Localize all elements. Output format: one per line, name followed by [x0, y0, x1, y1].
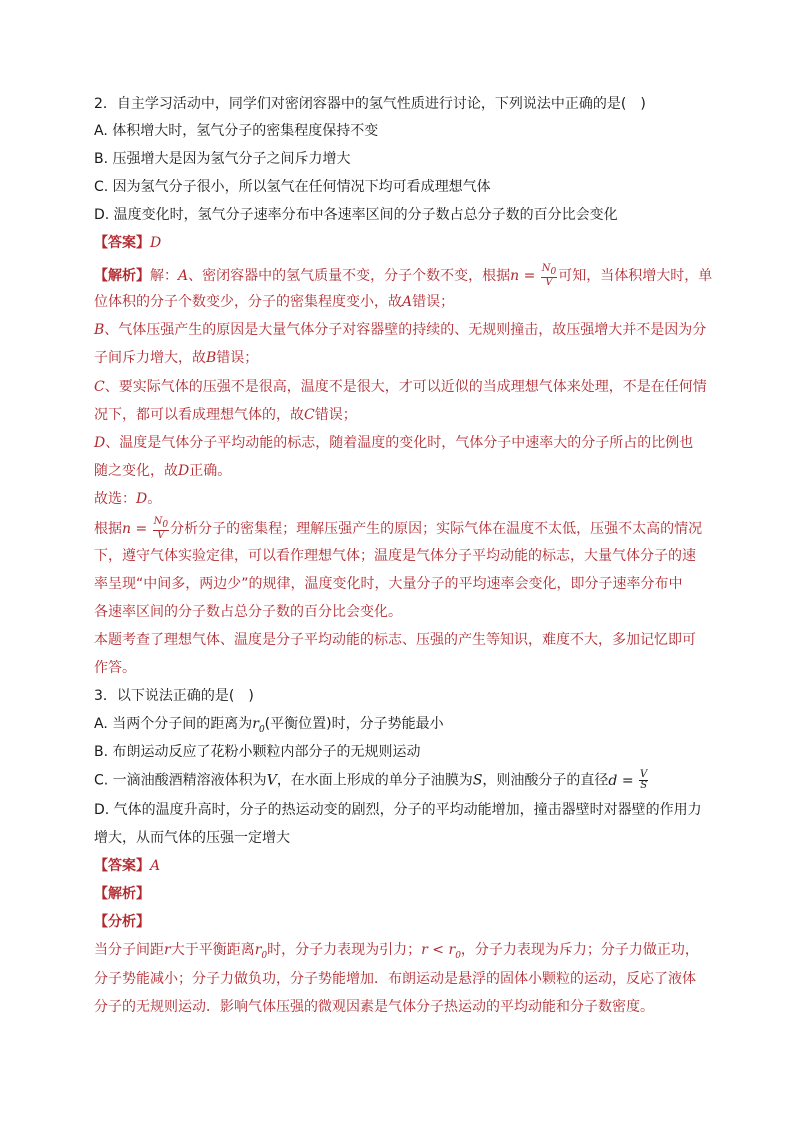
text: 当分子间距	[94, 942, 164, 958]
text: 、气体压强产生的原因是大量气体分子对容器壁的持续的、无规则撞击，故压强增大并不是因为分	[104, 322, 707, 338]
sub-zero: 0	[162, 520, 169, 530]
text: 子间斥力增大，故	[94, 350, 206, 366]
q2-analysis-line-7	[94, 433, 704, 453]
q3-option-d-line-2: 增大，从而气体的压强一定增大	[94, 830, 290, 846]
formula-n-n0-v	[122, 516, 170, 541]
text: 故选：	[94, 491, 136, 507]
var-d: d	[608, 772, 618, 789]
q2-option-d: D. 温度变化时，氢气分子速率分布中各速率区间的分子数占总分子数的百分比会变化	[94, 207, 618, 223]
answer-label: 【答案】	[94, 235, 150, 251]
q3-answer	[94, 856, 704, 876]
sub-zero: 0	[550, 267, 557, 277]
var-S: S	[472, 772, 483, 789]
text: 、要实际气体的压强不是很高，温度不是很大，才可以近似的当成理想气体来处理，不是在任何情	[104, 379, 707, 395]
analysis-label: 【解析】	[94, 268, 150, 284]
formula-n-n0-v	[510, 263, 558, 288]
fraction	[541, 264, 557, 288]
q3-option-d-line-1: D. 气体的温度升高时，分子的热运动变的剧烈，分子的平均动能增加，撞击器壁时对器壁的作用力	[94, 802, 702, 818]
text: ，分子力表现为斥力；分子力做正功，	[460, 942, 699, 958]
text: 根据	[94, 521, 122, 537]
q3-option-b: B. 布朗运动反应了花粉小颗粒内部分子的无规则运动	[94, 744, 421, 760]
q3-option-a	[94, 714, 704, 740]
q2-analysis-line-5	[94, 377, 707, 397]
equals: =	[519, 268, 540, 284]
equals: =	[131, 521, 152, 537]
formula-r-lt-r0	[421, 942, 461, 961]
fraction	[153, 517, 169, 541]
text: 位体积的分子个数变少，分子的密集程度变小，故	[94, 294, 402, 310]
q2-option-c: C. 因为氢气分子很小，所以氢气在任何情况下均可看成理想气体	[94, 179, 491, 195]
var-r: r	[164, 942, 171, 958]
q3-analysis-line-2: 分子势能减小；分子力做负功，分子势能增加．布朗运动是悬浮的固体小颗粒的运动，反応了液体	[94, 971, 696, 987]
q2-analysis-line-6	[94, 405, 704, 425]
q3-analysis-label: 【解析】	[94, 886, 150, 902]
var-N: N	[153, 516, 163, 527]
option-ref: D	[94, 435, 106, 451]
sub-zero: 0	[261, 950, 268, 961]
numerator	[541, 264, 557, 278]
sub-zero: 0	[258, 724, 265, 735]
q2-choice	[94, 489, 704, 509]
var-r: r	[421, 942, 428, 958]
option-ref: A	[178, 268, 189, 284]
text: ，则油酸分子的直径	[482, 772, 609, 789]
q2-summary-line-2: 下，遵守气体实验定律，可以看作理想气体；温度是气体分子平均动能的标志，大量气体分子的速	[94, 548, 696, 564]
q2-summary-line-4: 各速率区间的分子数占总分子数的百分比会变化。	[94, 604, 402, 620]
text: 时，分子力表现为引力；	[267, 942, 422, 958]
formula-r0	[252, 716, 265, 735]
text: 。	[147, 491, 162, 507]
var-r: r	[254, 942, 262, 958]
text: ，在水面上形成的单分子油膜为	[276, 772, 473, 789]
q2-analysis-line-8	[94, 461, 704, 481]
q3-stem: 3．以下说法正确的是( )	[94, 688, 254, 704]
numerator	[153, 517, 169, 531]
var-N: N	[541, 263, 551, 274]
formula-d-v-s	[608, 769, 649, 791]
text: C. 一滴油酸酒精溶液体积为	[94, 772, 267, 789]
text: 错误；	[314, 407, 357, 423]
less-than: <	[427, 942, 449, 958]
text: 正确。	[189, 463, 232, 479]
text: 况下，都可以看成理想气体的，故	[94, 407, 304, 423]
q2-comment-line-2: 作答。	[94, 660, 136, 676]
answer-value: D	[150, 235, 162, 251]
q3-analysis-line-3: 分子的无规则运动．影响气体压强的微观因素是气体分子热运动的平均动能和分子数密度。	[94, 999, 654, 1015]
denominator: V	[157, 530, 165, 541]
q2-analysis-line-2	[94, 292, 704, 312]
q3-fenxi-label: 【分析】	[94, 914, 150, 930]
answer-label: 【答案】	[94, 858, 150, 874]
q3-option-c	[94, 770, 704, 791]
var-r: r	[252, 716, 259, 732]
q2-analysis-line-4	[94, 348, 704, 368]
denominator: V	[545, 277, 553, 288]
option-ref: B	[94, 322, 105, 338]
text: A. 当两个分子间的距离为	[94, 716, 253, 732]
var-V: V	[266, 772, 277, 789]
q2-analysis-line-1	[94, 263, 713, 288]
text: 解：	[150, 268, 178, 284]
text: 、温度是气体分子平均动能的标志，随着温度的变化时，气体分子中速率大的分子所占的比例也	[105, 435, 694, 451]
var-n: n	[122, 521, 132, 537]
q2-summary-line-3: 率呈现“中间多，两边少”的规律，温度变化时，大量分子的平均速率会变化，即分子速率分布中	[94, 576, 683, 592]
text: 错误；	[216, 350, 259, 366]
option-ref: C	[94, 379, 105, 395]
text: 大于平衡距离	[170, 942, 255, 958]
sub-zero: 0	[455, 950, 461, 961]
text: 随之变化，故	[94, 463, 178, 479]
option-ref: C	[304, 407, 315, 423]
q2-option-a: A. 体积增大时，氢气分子的密集程度保持不变	[94, 123, 379, 139]
q2-stem: 2．自主学习活动中，同学们对密闭容器中的氢气性质进行讨论，下列说法中正确的是( )	[94, 96, 646, 112]
var-r: r	[448, 942, 456, 958]
q2-comment-line-1: 本题考查了理想气体、温度是分子平均动能的标志、压强的产生等知识，难度不大，多加记忆即可	[94, 632, 696, 648]
numerator: V	[640, 769, 648, 780]
answer-value: A	[150, 858, 161, 874]
q2-summary-line-1	[94, 517, 704, 541]
text: 分析分子的密集程；理解压强产生的原因；实际气体在温度不太低，压强不太高的情况	[170, 521, 703, 537]
q2-analysis-line-3	[94, 320, 707, 340]
q2-option-b: B. 压强增大是因为氢气分子之间斥力增大	[94, 151, 351, 167]
q2-answer	[94, 233, 704, 253]
option-ref: B	[206, 350, 217, 366]
option-ref: A	[402, 294, 413, 310]
var-n: n	[510, 268, 520, 284]
fraction	[639, 770, 648, 791]
option-ref: D	[178, 463, 190, 479]
text: 、密闭容器中的氢气质量不变，分子个数不变，根据	[188, 268, 511, 284]
formula-r0	[254, 942, 268, 961]
option-ref: D	[136, 491, 148, 507]
equals: =	[617, 772, 639, 789]
text: 可知，当体积增大时，单	[558, 268, 713, 284]
text: (平衡位置)时，分子势能最小	[264, 716, 444, 732]
q3-analysis-line-1	[94, 940, 704, 966]
text: 错误；	[412, 294, 455, 310]
denominator: S	[640, 780, 648, 791]
